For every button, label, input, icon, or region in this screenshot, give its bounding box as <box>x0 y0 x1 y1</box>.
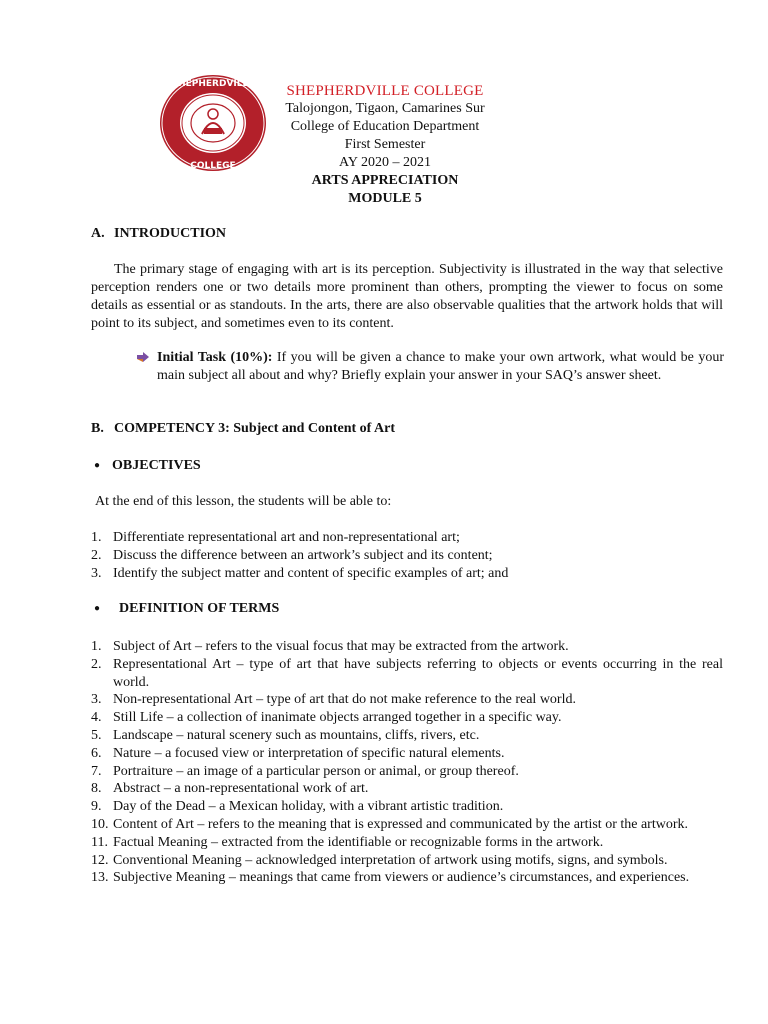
objectives-heading <box>94 458 201 474</box>
section-title: COMPETENCY 3: Subject and Content of Art <box>114 421 396 436</box>
list-item: 10. Content of Art – refers to the meaning that is expressed and communicated by the artist or the artwork. <box>91 816 689 832</box>
department: College of Education Department <box>290 119 480 134</box>
module-title: MODULE 5 <box>348 191 422 206</box>
list-item: 9. Day of the Dead – a Mexican holiday, with a vibrant artistic tradition. <box>91 799 504 815</box>
section-heading-competency <box>91 421 395 437</box>
section-label: A. <box>91 226 105 241</box>
semester: First Semester <box>344 137 426 152</box>
list-item: 1. Differentiate representational art and non-representational art; <box>91 530 460 545</box>
initial-task <box>136 349 724 385</box>
list-item: 13. Subjective Meaning – meanings that came from viewers or audience’s circumstances, and experiences. <box>91 870 690 886</box>
definitions-list <box>91 638 723 887</box>
list-item: 6. Nature – a focused view or interpretation of specific natural elements. <box>91 745 505 761</box>
section-label: B. <box>91 421 104 436</box>
course-title: ARTS APPRECIATION <box>311 173 459 188</box>
definitions-title: DEFINITION OF TERMS <box>119 601 280 616</box>
list-item: 3. Identify the subject matter and content of specific examples of art; and <box>91 565 509 581</box>
task-label: Initial Task (10%): <box>157 350 273 365</box>
college-address: Talojongon, Tigaon, Camarines Sur <box>285 101 485 116</box>
list-item: 1. Subject of Art – refers to the visual focus that may be extracted from the artwork. <box>91 639 569 654</box>
list-item: 11. Factual Meaning – extracted from the identifiable or recognizable forms in the artwork. <box>91 834 604 850</box>
objectives-title: OBJECTIVES <box>112 458 201 473</box>
bullet-icon: ● <box>94 603 101 614</box>
list-item: 4. Still Life – a collection of inanimate objects arranged together in a specific way. <box>91 710 562 726</box>
academic-year: AY 2020 – 2021 <box>339 155 431 170</box>
section-heading-introduction <box>91 226 226 242</box>
header-text <box>240 82 530 208</box>
introduction-paragraph: The primary stage of engaging with art is its perception. Subjectivity is illustrated in the way that selective perception renders one or two details more prominent than others, prompting the viewer to focus on some details as essential or as standouts. In the arts, there are also observable qualities that the artwork holds that will point to its subject, and sometimes even to its content. <box>91 262 723 331</box>
objectives-list <box>91 529 723 582</box>
list-item: 5. Landscape – natural scenery such as mountains, cliffs, rivers, etc. <box>91 727 480 743</box>
objectives-lead: At the end of this lesson, the students will be able to: <box>95 494 392 509</box>
list-item: 3. Non-representational Art – type of art that do not make reference to the real world. <box>91 692 576 708</box>
svg-text:COLLEGE: COLLEGE <box>190 161 236 171</box>
task-text: If you will be given a chance to make your own artwork, what would be your main subject all about and why? Briefly explain your answer in your SAQ’s answer sheet. <box>157 350 724 383</box>
college-name: SHEPHERDVILLE COLLEGE <box>286 83 484 99</box>
svg-text:SHEPHERDVILLE: SHEPHERDVILLE <box>171 79 255 89</box>
section-title: INTRODUCTION <box>114 226 227 241</box>
document-header <box>0 0 768 215</box>
bullet-icon: ● <box>94 460 101 471</box>
definitions-heading <box>94 601 279 617</box>
list-item: 7. Portraiture – an image of a particular person or animal, or group thereof. <box>91 763 519 779</box>
list-item: 2. Representational Art – type of art that have subjects referring to objects or events occurring in the real world. <box>91 656 723 690</box>
arrow-bullet-icon <box>136 351 150 363</box>
list-item: 12. Conventional Meaning – acknowledged interpretation of artwork using motifs, signs, and symbols. <box>91 852 668 868</box>
list-item: 2. Discuss the difference between an artwork’s subject and its content; <box>91 547 493 563</box>
list-item: 8. Abstract – a non-representational work of art. <box>91 781 369 797</box>
